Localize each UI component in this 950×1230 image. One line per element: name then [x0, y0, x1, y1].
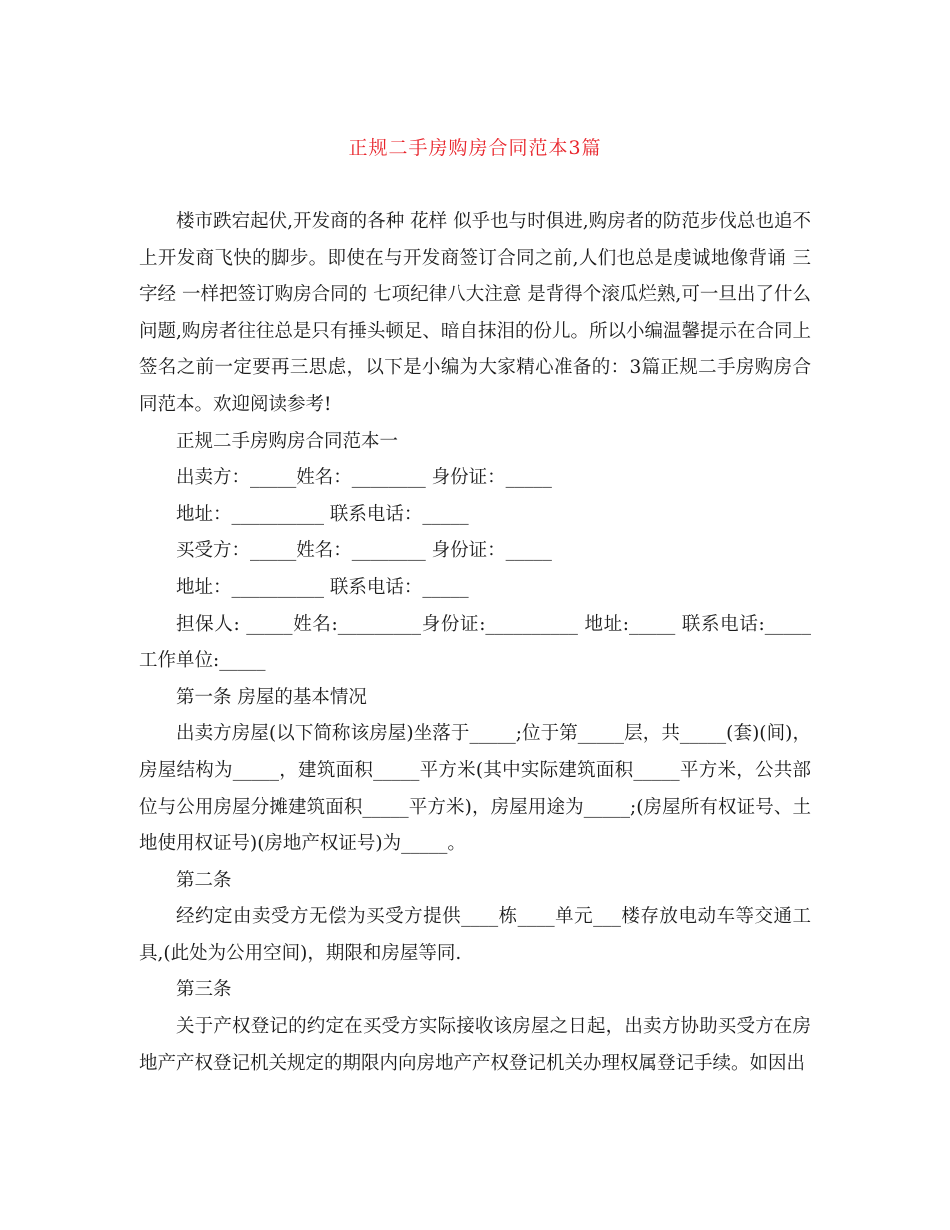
buyer-address-line: 地址：__________ 联系电话：_____	[176, 576, 469, 598]
intro-paragraph: 楼市跌宕起伏,开发商的各种 花样 似乎也与时俱进,购房者的防范步伐总也追不上开发商飞快的脚步。即使在与开发商签订合同之前,人们也总是虔诚地像背诵 三字经 一样把签订购房合同的 七项纪律八大注意 是背得个滚瓜烂熟,可一旦出了什么问题,购房者往往总是只有捶头顿足、暗自抹泪的份儿。所以小编温馨提示在合同上签名之前一定要再三思虑，以下是小编为大家精心准备的：3篇正规二手房购房合同范本。欢迎阅读参考!	[139, 211, 811, 415]
seller-address-line: 地址：__________ 联系电话：_____	[176, 503, 469, 525]
article-1-heading: 第一条 房屋的基本情况	[176, 686, 367, 708]
article-2-heading: 第二条	[176, 869, 232, 891]
contract-heading: 正规二手房购房合同范本一	[176, 430, 399, 452]
buyer-line: 买受方：_____姓名：________ 身份证：_____	[176, 540, 552, 562]
article-3-heading: 第三条	[176, 979, 232, 1001]
seller-line: 出卖方：_____姓名：________ 身份证：_____	[176, 467, 552, 489]
article-1-text: 出卖方房屋(以下简称该房屋)坐落于_____;位于第_____层，共_____(套)(间)，房屋结构为_____，建筑面积_____平方米(其中实际建筑面积_____平方米，公共部位与公用房屋分摊建筑面积_____平方米)，房屋用途为_____;(房屋所有权证号、土地使用权证号)(房地产权证号)为_____。	[139, 723, 811, 855]
article-3-text: 关于产权登记的约定在买受方实际接收该房屋之日起，出卖方协助买受方在房地产产权登记机关规定的期限内向房地产产权登记机关办理权属登记手续。如因出	[139, 1016, 811, 1074]
guarantor-line: 担保人: _____姓名:_________身份证:__________ 地址:_____ 联系电话:_____ 工作单位:_____	[139, 613, 811, 672]
document-body	[139, 204, 811, 1082]
document-title: 正规二手房购房合同范本3篇	[348, 137, 602, 159]
article-2-text: 经约定由卖受方无偿为买受方提供____栋____单元___楼存放电动车等交通工具,(此处为公用空间)，期限和房屋等同.	[139, 906, 811, 964]
